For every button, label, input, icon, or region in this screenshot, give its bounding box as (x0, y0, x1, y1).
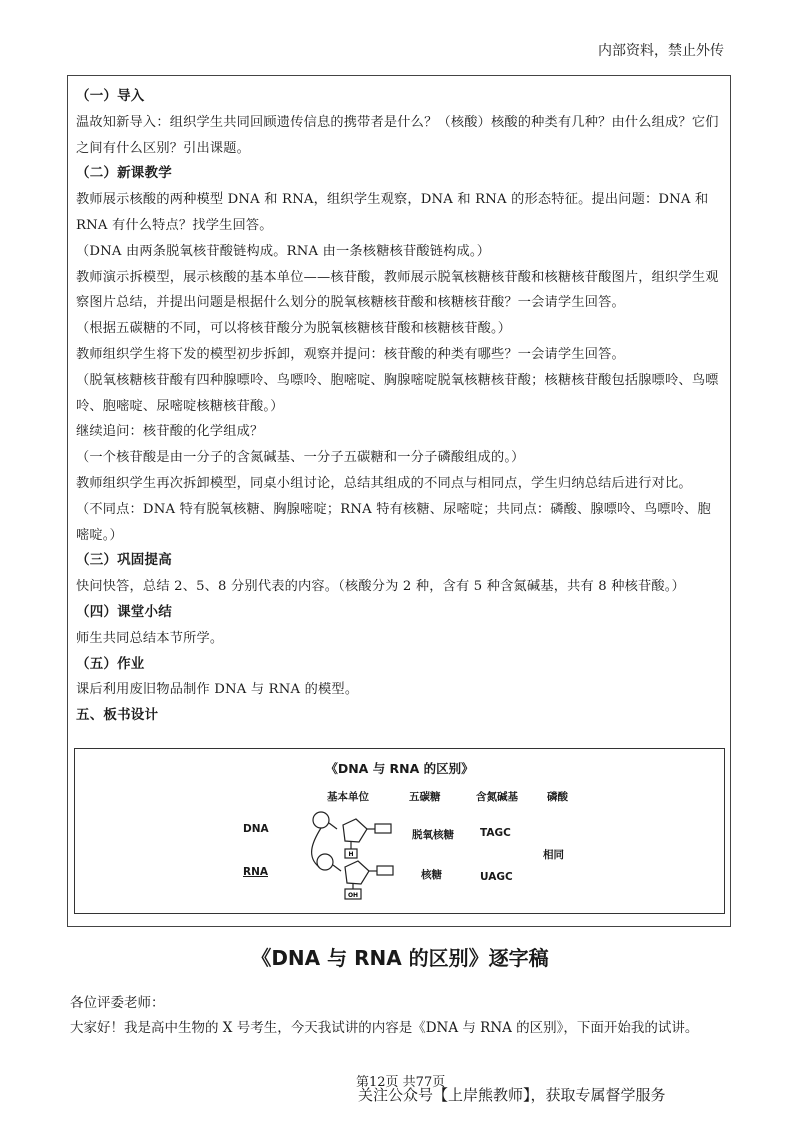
section-heading: 五、板书设计 (76, 707, 159, 724)
board-rna-sugar: 核糖 (421, 869, 442, 881)
board-col-sugar: 五碳糖 (409, 791, 441, 803)
section-heading: （一）导入 (76, 88, 145, 104)
section-paragraph: （一个核苷酸是由一分子的含氮碱基、一分子五碳糖和一分子磷酸组成的。） (76, 450, 525, 466)
board-dna-bases: TAGC (480, 827, 511, 839)
page-number: 第12页 共77页 (356, 1075, 446, 1090)
section-paragraph: （脱氧核糖核苷酸有四种腺嘌呤、鸟嘌呤、胞嘧啶、胸腺嘧啶脱氧核糖核苷酸；核糖核苷酸包括腺嘌呤、鸟嘌呤、胞嘧啶、尿嘧啶核糖核苷酸。） (76, 372, 719, 414)
section-paragraph: 教师展示核酸的两种模型 DNA 和 RNA，组织学生观察，DNA 和 RNA 的形态特征。提出问题：DNA 和 RNA 有什么特点？找学生回答。 (76, 192, 709, 233)
board-rna-bases: UAGC (480, 871, 513, 883)
section-paragraph: 教师组织学生再次拆卸模型，同桌小组讨论，总结其组成的不同点与相同点，学生归纳总结后进行对比。 (76, 475, 692, 491)
section-heading: （二）新课教学 (76, 165, 172, 182)
transcript-greeting: 各位评委老师： (70, 995, 165, 1011)
dna-sugar-mark: H (348, 851, 354, 858)
section-paragraph: 教师组织学生将下发的模型初步拆卸，观察并提问：核苷酸的种类有哪些？一会请学生回答。 (76, 346, 625, 362)
transcript-intro: 大家好！我是高中生物的 X 号考生，今天我试讲的内容是《DNA 与 RNA 的区别》，下面开始我的试讲。 (70, 1020, 699, 1036)
board-phosphate-note: 相同 (543, 849, 564, 861)
section-paragraph: 快问快答，总结 2、5、8 分别代表的内容。（核酸分为 2 种，含有 5 种含氮碱基，共有 8 种核苷酸。） (76, 579, 685, 595)
board-col-unit: 基本单位 (327, 791, 369, 803)
section-heading: （三）巩固提高 (76, 552, 172, 569)
board-dna-sugar: 脱氧核糖 (412, 829, 454, 841)
section-heading: （五）作业 (76, 655, 145, 672)
section-paragraph: 继续追问：核苷酸的化学组成？ (76, 424, 264, 440)
board-col-phosphate: 磷酸 (547, 791, 568, 803)
rna-sugar-mark: OH (347, 892, 359, 899)
section-paragraph: （不同点：DNA 特有脱氧核糖、胸腺嘧啶；RNA 特有核糖、尿嘧啶；共同点：磷酸、腺嘌呤、鸟嘌呤、胞嘧啶。） (76, 501, 711, 543)
board-row-rna: RNA (243, 866, 268, 878)
board-col-base: 含氮碱基 (476, 791, 518, 803)
confidential-note: 内部资料，禁止外传 (598, 43, 724, 59)
transcript-title: 《DNA 与 RNA 的区别》逐字稿 (251, 946, 549, 970)
lesson-plan-content (76, 84, 722, 729)
promo-text: 关注公众号【上岸熊教师】，获取专属督学服务 (358, 1086, 666, 1104)
board-row-dna: DNA (243, 823, 269, 835)
section-heading: （四）课堂小结 (76, 603, 172, 620)
section-paragraph: （DNA 由两条脱氧核苷酸链构成。RNA 由一条核糖核苷酸链构成。） (76, 243, 491, 259)
section-paragraph: 教师演示拆模型，展示核酸的基本单位——核苷酸，教师展示脱氧核糖核苷酸和核糖核苷酸图片，组织学生观察图片总结，并提出问题是根据什么划分的脱氧核糖核苷酸和核糖核苷酸？一会请学生回答。 (76, 269, 719, 311)
nucleotide-diagram (75, 749, 726, 915)
board-title: 《DNA 与 RNA 的区别》 (325, 761, 474, 776)
section-paragraph: 课后利用废旧物品制作 DNA 与 RNA 的模型。 (76, 682, 359, 698)
section-paragraph: 师生共同总结本节所学。 (76, 630, 224, 646)
blackboard-design (74, 748, 725, 914)
section-paragraph: （根据五碳糖的不同，可以将核苷酸分为脱氧核糖核苷酸和核糖核苷酸。） (76, 321, 512, 337)
section-paragraph: 温故知新导入：组织学生共同回顾遗传信息的携带者是什么？（核酸）核酸的种类有几种？由什么组成？它们之间有什么区别？引出课题。 (76, 114, 719, 156)
